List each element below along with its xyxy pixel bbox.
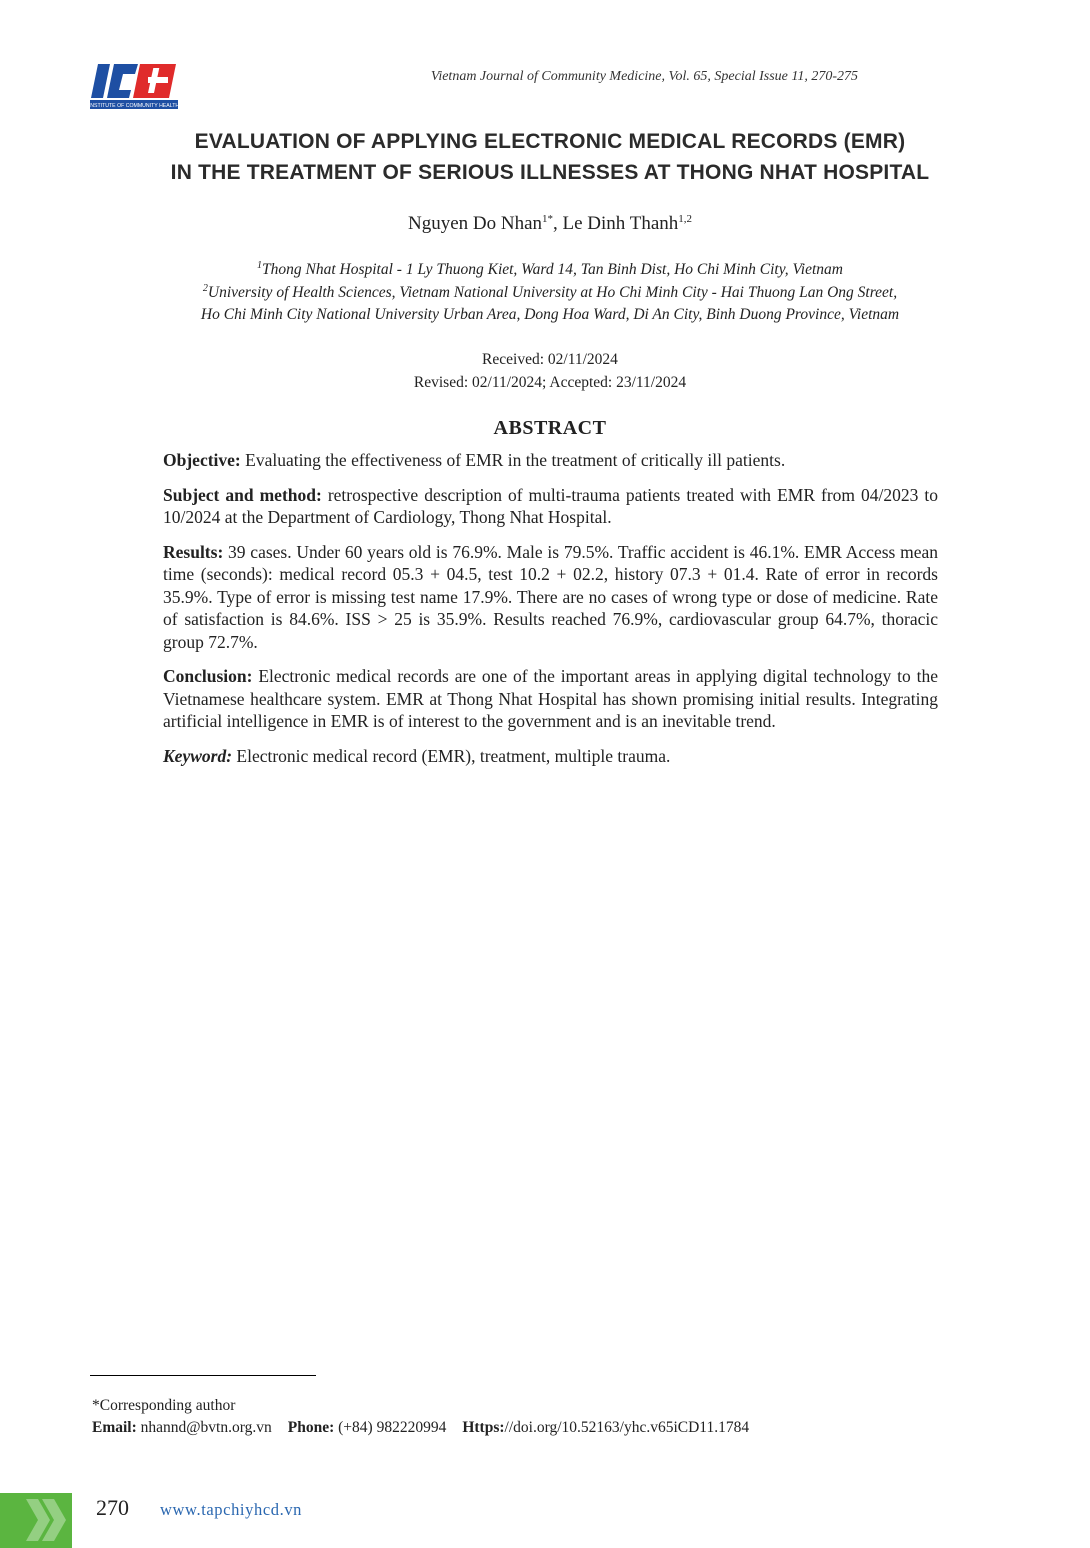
title-line-1: EVALUATION OF APPLYING ELECTRONIC MEDICAL RECORDS (EMR): [194, 130, 906, 153]
title-line-2: IN THE TREATMENT OF SERIOUS ILLNESSES AT THONG NHAT HOSPITAL: [170, 161, 930, 184]
abstract-method: [163, 484, 938, 529]
doi-label: Https:: [462, 1419, 505, 1436]
section-label: Results:: [163, 541, 224, 562]
affiliation-2: [0, 282, 1090, 305]
received-date: Received: 02/11/2024: [482, 351, 618, 368]
section-label: Keyword:: [163, 745, 233, 766]
footnote-divider: [90, 1375, 316, 1376]
affiliation-mark: 2: [202, 282, 208, 294]
section-text: Electronic medical record (EMR), treatment, multiple trauma.: [232, 745, 671, 766]
logo-icon: [90, 60, 178, 110]
abstract-objective: [163, 449, 938, 472]
footnote: [92, 1395, 749, 1439]
revised-accepted-dates: Revised: 02/11/2024; Accepted: 23/11/2024: [413, 373, 687, 391]
phone-number: (+84) 982220994: [334, 1419, 447, 1436]
article-dates: [0, 349, 1090, 394]
affiliations: [0, 259, 1090, 327]
double-chevron-icon: [26, 1493, 72, 1548]
footer-tab: [0, 1493, 72, 1548]
affiliation-text: Thong Nhat Hospital - 1 Ly Thuong Kiet, Ward 14, Tan Binh Dist, Ho Chi Minh City, Vietnam: [262, 261, 843, 278]
affiliation-mark: 1: [257, 260, 262, 271]
contact-line: [92, 1417, 749, 1439]
article-title: [40, 126, 1060, 188]
abstract-body: [163, 449, 938, 779]
section-text: retrospective description of multi-trauma patients treated with EMR from 04/2023 to 10/2024 at the Department of Cardiology, Thong Nhat Hospital.: [163, 484, 938, 527]
journal-website-link[interactable]: www.tapchiyhcd.vn: [160, 1500, 303, 1519]
author-affiliation-mark: 1,2: [678, 213, 693, 225]
author-affiliation-mark: 1*: [542, 213, 554, 225]
author-separator: ,: [553, 213, 563, 234]
journal-citation: Vietnam Journal of Community Medicine, Vol. 65, Special Issue 11, 270-275: [430, 69, 858, 84]
logo-text: INSTITUTE OF COMMUNITY HEALTH: [90, 102, 178, 109]
author-name: Le Dinh Thanh: [562, 213, 679, 234]
abstract-results: [163, 541, 938, 654]
phone-label: Phone:: [287, 1419, 335, 1436]
section-label: Subject and method:: [163, 484, 322, 505]
section-text: Electronic medical records are one of the important areas in applying digital technology to the Vietnamese healthcare system. EMR at Thong Nhat Hospital has shown promising initial results. Integrating artificial intelligence in EMR is of interest to the government and is an inevitable trend.: [163, 666, 938, 731]
journal-logo: [90, 60, 178, 110]
author-name: Nguyen Do Nhan: [407, 213, 543, 234]
page-number: 270: [96, 1495, 129, 1520]
abstract-heading: ABSTRACT: [493, 417, 607, 439]
abstract-conclusion: [163, 665, 938, 733]
section-label: Conclusion:: [163, 666, 253, 686]
abstract-keywords: [163, 745, 938, 768]
section-label: Objective:: [163, 450, 241, 470]
affiliation-text: University of Health Sciences, Vietnam National University at Ho Chi Minh City - Hai Thuong Lan Ong Street,: [207, 283, 898, 301]
section-text: 39 cases. Under 60 years old is 76.9%. Male is 79.5%. Traffic accident is 46.1%. EMR Access mean time (seconds): medical record 05.3 + 04.5, test 10.2 + 02.2, history 07.3 + 01.4. Rate of error in records 35.9%. Type of error is missing test name 17.9%. There are no cases of wrong type or dose of medicine. Rate of satisfaction is 84.6%. ISS > 25 is 35.9%. Results reached 76.9%, cardiovascular group 64.7%, thoracic group 72.7%.: [163, 541, 938, 652]
author-list: [0, 213, 1090, 235]
email-label: Email:: [92, 1419, 137, 1436]
section-text: Evaluating the effectiveness of EMR in the treatment of critically ill patients.: [240, 450, 786, 470]
affiliation-1: [0, 259, 1090, 282]
corresponding-author: *Corresponding author: [92, 1397, 236, 1414]
doi-link[interactable]: //doi.org/10.52163/yhc.v65iCD11.1784: [504, 1419, 750, 1436]
email-address[interactable]: nhannd@bvtn.org.vn: [136, 1419, 272, 1436]
affiliation-2-continued: Ho Chi Minh City National University Urban Area, Dong Hoa Ward, Di An City, Binh Duong Province, Vietnam: [200, 306, 900, 323]
